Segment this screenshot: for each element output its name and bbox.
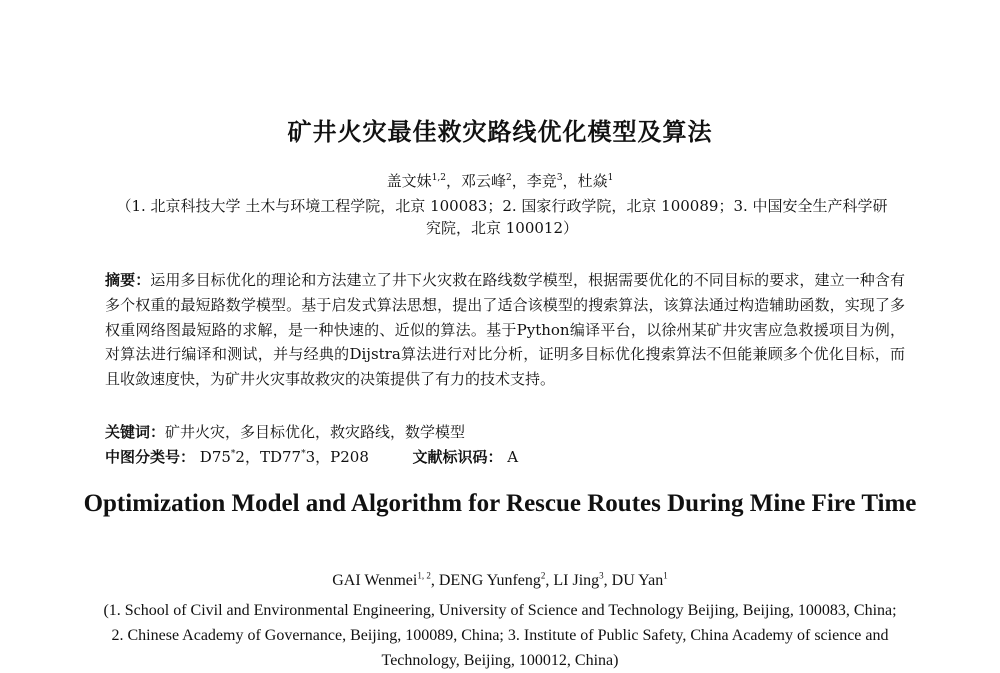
class-code: D75*2，TD77*3，P208 — [199, 448, 369, 466]
author-en: DU Yan$^1$ — [611, 570, 668, 589]
abstract-label: 摘要： — [105, 271, 151, 289]
title-english: Optimization Model and Algorithm for Rescue Routes During Mine Fire Time — [83, 490, 917, 517]
abstract-chinese — [105, 268, 905, 392]
author-cn: 杜焱$^1$ — [577, 172, 614, 190]
affiliations-chinese: （1. 北京科技大学 土木与环境工程学院，北京 100083；2. 国家行政学院，北京 100089；3. 中国安全生产科学研究院，北京 100012） — [116, 197, 888, 237]
authors-chinese — [0, 170, 1000, 191]
abstract-text: 运用多目标优化的理论和方法建立了井下火灾救在路线数学模型，根据需要优化的不同目标的要求，建立一种含有多个权重的最短路数学模型。基于启发式算法思想，提出了适合该模型的搜索算法，该算法通过构造辅助函数，实现了多权重网络图最短路的求解，是一种快速的、近似的算法。基于Python编译平台，以徐州某矿井灾害应急救援项目为例，对算法进行编译和测试，并与经典的Dijstra算法进行对比分析，证明多目标优化搜索算法不但能兼顾多个优化目标，而且收敛速度快，为矿井火灾事故救灾的决策提供了有力的技术支持。 — [105, 271, 905, 389]
author-en: GAI Wenmei$^{1, 2}$, — [332, 570, 439, 589]
author-cn: 李竞$^3$， — [526, 172, 578, 190]
class-label: 中图分类号： — [105, 448, 196, 466]
author-en: LI Jing$^3$, — [553, 570, 612, 589]
keywords-label: 关键词： — [105, 423, 166, 441]
author-cn: 盖文妹$^{1,2}$， — [386, 172, 462, 190]
doc-code: A — [507, 448, 519, 466]
keywords-chinese — [105, 421, 905, 442]
author-en: DENG Yunfeng$^2$, — [438, 570, 554, 589]
classification-line — [105, 446, 905, 467]
keywords-text: 矿井火灾，多目标优化，救灾路线，数学模型 — [165, 423, 466, 441]
title-chinese: 矿井火灾最佳救灾路线优化模型及算法 — [287, 118, 713, 146]
authors-english — [0, 572, 1000, 590]
affiliations-english: (1. School of Civil and Environmental Engineering, University of Science and Technology Beijing, Beijing, 100083, China; 2. Chinese Academy of Governance, Beijing, 100089, China; 3. Institute of Public Safety, China Academy of science and Technology, Beijing, 100012, China) — [103, 602, 897, 669]
doc-code-label: 文献标识码： — [412, 448, 503, 466]
author-cn: 邓云峰$^2$， — [461, 172, 527, 190]
